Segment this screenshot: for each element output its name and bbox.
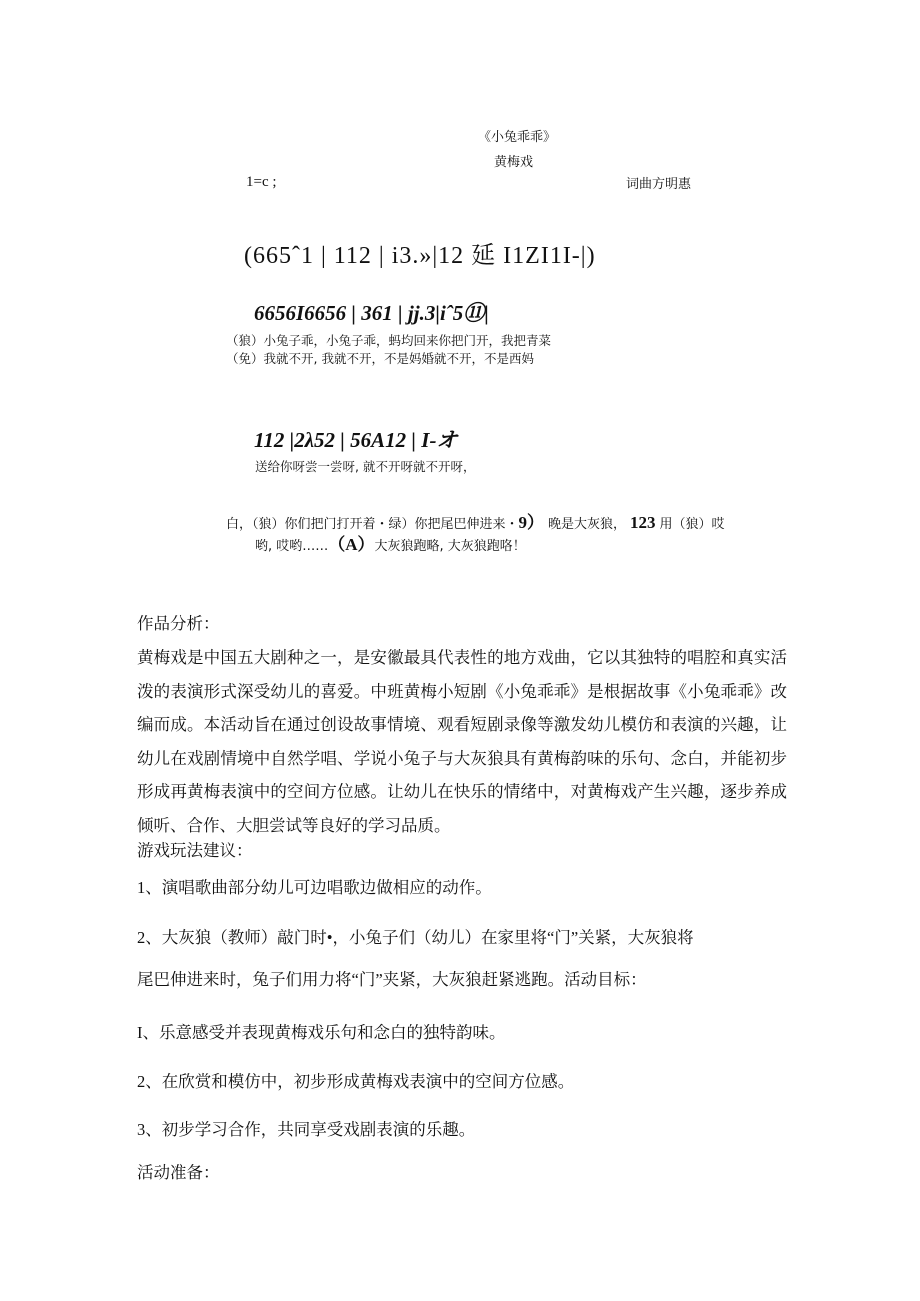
- play-heading: 游戏玩法建议：: [137, 841, 253, 860]
- play-item-2-line-2: 尾巴伸进来时，兔子们用力将“门”夹紧，大灰狼赶紧逃跑。活动目标：: [137, 970, 647, 989]
- spoken-text-1a: 白，（狼）你们把门打开着・绿）你把尾巴伸进来・: [226, 517, 519, 532]
- notation-melody-1: 6656I6656 | 361 | jj.3|iˆ5⑪|: [254, 301, 489, 325]
- spoken-mark-3: （A）: [328, 535, 375, 554]
- notation-intro: (665ˆ1 | 112 | i3.»|12 延 I1ZI1I-|): [244, 243, 596, 269]
- analysis-paragraph: 黄梅戏是中国五大剧种之一，是安徽最具代表性的地方戏曲，它以其独特的唱腔和真实活泼的表演形式深受幼儿的喜爱。中班黄梅小短剧《小兔乖乖》是根据故事《小兔乖乖》改编而成。本活动旨在通过创设故事情境、观看短剧录像等激发幼儿模仿和表演的兴趣，让幼儿在戏剧情境中自然学唱、学说小兔子与大灰狼具有黄梅韵味的乐句、念白，并能初步形成再黄梅表演中的空间方位感。让幼儿在快乐的情绪中，对黄梅戏产生兴趣，逐步养成倾听、合作、大胆尝试等良好的学习品质。: [137, 648, 787, 835]
- play-item-1: 1、演唱歌曲部分幼儿可边唱歌边做相应的动作。: [137, 878, 492, 897]
- spoken-text-2a: 哟, 哎哟……: [255, 539, 329, 554]
- credit-line: 词曲方明惠: [626, 177, 692, 192]
- genre-label: 黄梅戏: [494, 155, 534, 170]
- play-item-2-line-1: 2、大灰狼（教师）敲门时•，小兔子们（幼儿）在家里将“门”关紧，大灰狼将: [137, 928, 694, 947]
- goal-item-3: 3、初步学习合作，共同享受戏剧表演的乐趣。: [137, 1120, 476, 1139]
- spoken-text-2b: 大灰狼跑略, 大灰狼跑咯！: [374, 539, 526, 554]
- spoken-text-1c: 用（狼）哎: [659, 517, 725, 532]
- goal-item-2: 2、在欣赏和模仿中，初步形成黄梅戏表演中的空间方位感。: [137, 1072, 575, 1091]
- spoken-line-2: [255, 530, 526, 555]
- lyric-rabbit: （免）我就不开, 我就不开，不是妈婚就不开，不是西妈: [226, 351, 534, 366]
- goal-item-1: I、乐意感受并表现黄梅戏乐句和念白的独特韵味。: [137, 1023, 506, 1042]
- prep-heading: 活动准备：: [137, 1163, 220, 1182]
- lyric-line-2: 送给你呀尝一尝呀, 就不开呀就不开呀，: [255, 459, 476, 474]
- key-signature: 1=c ;: [246, 174, 277, 190]
- spoken-text-1b: 晚是大灰狼，: [548, 517, 627, 532]
- spoken-mark-1: 9）: [518, 513, 545, 532]
- song-title: 《小兔乖乖》: [478, 130, 557, 145]
- spoken-mark-2: 123: [630, 513, 656, 532]
- analysis-heading: 作品分析：: [137, 614, 220, 633]
- lyric-wolf: （狼）小兔子乖，小兔子乖，蚂均回来你把门开，我把青菜: [226, 333, 552, 348]
- notation-melody-2: 112 |2λ52 | 56A12 | I-オ: [254, 428, 458, 452]
